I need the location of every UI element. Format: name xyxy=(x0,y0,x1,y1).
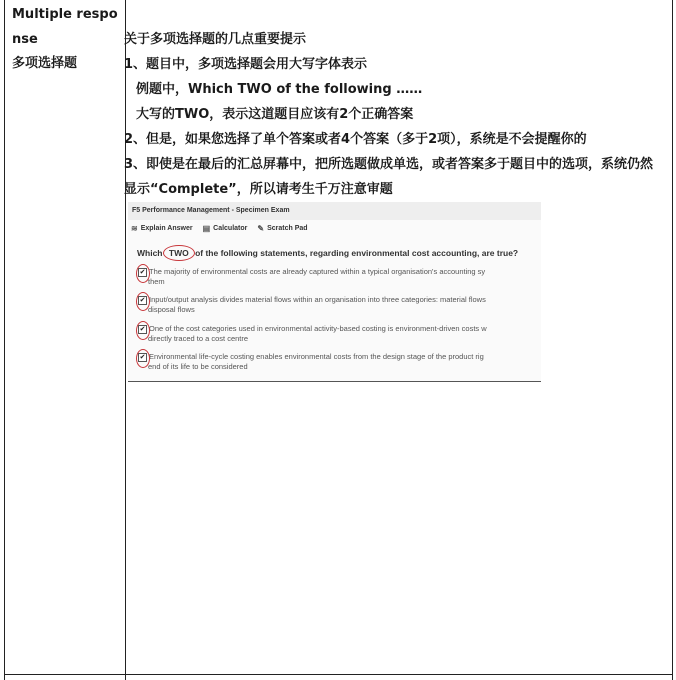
annotation-circle xyxy=(136,321,150,340)
calculator-button[interactable]: ▤ Calculator xyxy=(202,224,248,233)
checkbox[interactable]: ✔ xyxy=(138,325,147,334)
right-cell xyxy=(124,27,664,202)
checkbox[interactable]: ✔ xyxy=(138,296,147,305)
tip-line: 大写的TWO，表示这道题目应该有2个正确答案 xyxy=(136,107,414,122)
subtitle: 多项选择题 xyxy=(12,56,78,71)
annotation-circle xyxy=(136,292,150,311)
exam-header: F5 Performance Management - Specimen Exam xyxy=(128,202,541,220)
annotation-circle xyxy=(136,264,150,283)
annotation-circle xyxy=(136,349,150,368)
title-line-1: Multiple respo xyxy=(12,7,118,22)
explain-icon: ≋ xyxy=(131,224,138,233)
calculator-icon: ▤ xyxy=(202,224,211,233)
tip-line: 显示“Complete”，所以请考生千万注意审题 xyxy=(124,182,393,197)
exam-screenshot xyxy=(128,202,541,382)
answer-option[interactable]: ✔ The majority of environmental costs are already captured within a typical organisation's accounting sy them xyxy=(138,267,485,287)
title-line-2: nse xyxy=(12,31,38,47)
checkbox[interactable]: ✔ xyxy=(138,268,147,277)
exam-toolbar xyxy=(128,220,541,237)
tip-line: 3、即使是在最后的汇总屏幕中，把所选题做成单选，或者答案多于题目中的选项，系统仍然 xyxy=(124,157,654,172)
tip-line: 例题中，Which TWO of the following …… xyxy=(136,82,423,97)
left-cell xyxy=(12,3,120,77)
tip-line: 2、但是，如果您选择了单个答案或者4个答案（多于2项），系统是不会提醒你的 xyxy=(124,132,587,147)
row-divider xyxy=(5,674,672,675)
circled-keyword: TWO xyxy=(163,245,195,261)
answer-option[interactable]: ✔ Input/output analysis divides material flows within an organisation into three categories: material flows disposal flows xyxy=(138,295,486,315)
scratch-pad-icon: ✎ xyxy=(257,224,265,233)
explain-answer-button[interactable]: ≋ Explain Answer xyxy=(131,224,193,233)
answer-option[interactable]: ✔ One of the cost categories used in environmental activity-based costing is environment-driven costs w directly traced to a cost centre xyxy=(138,324,487,344)
scratch-pad-button[interactable]: ✎ Scratch Pad xyxy=(257,224,308,233)
checkbox[interactable]: ✔ xyxy=(138,353,147,362)
tip-heading: 关于多项选择题的几点重要提示 xyxy=(124,32,307,47)
answer-option[interactable]: ✔ Environmental life-cycle costing enables environmental costs from the design stage of the product rig end of its life to be considered xyxy=(138,352,484,372)
tip-line: 1、题目中，多项选择题会用大写字体表示 xyxy=(124,57,368,72)
question-text: Which TWO of the following statements, regarding environmental cost accounting, are true? xyxy=(137,245,518,261)
